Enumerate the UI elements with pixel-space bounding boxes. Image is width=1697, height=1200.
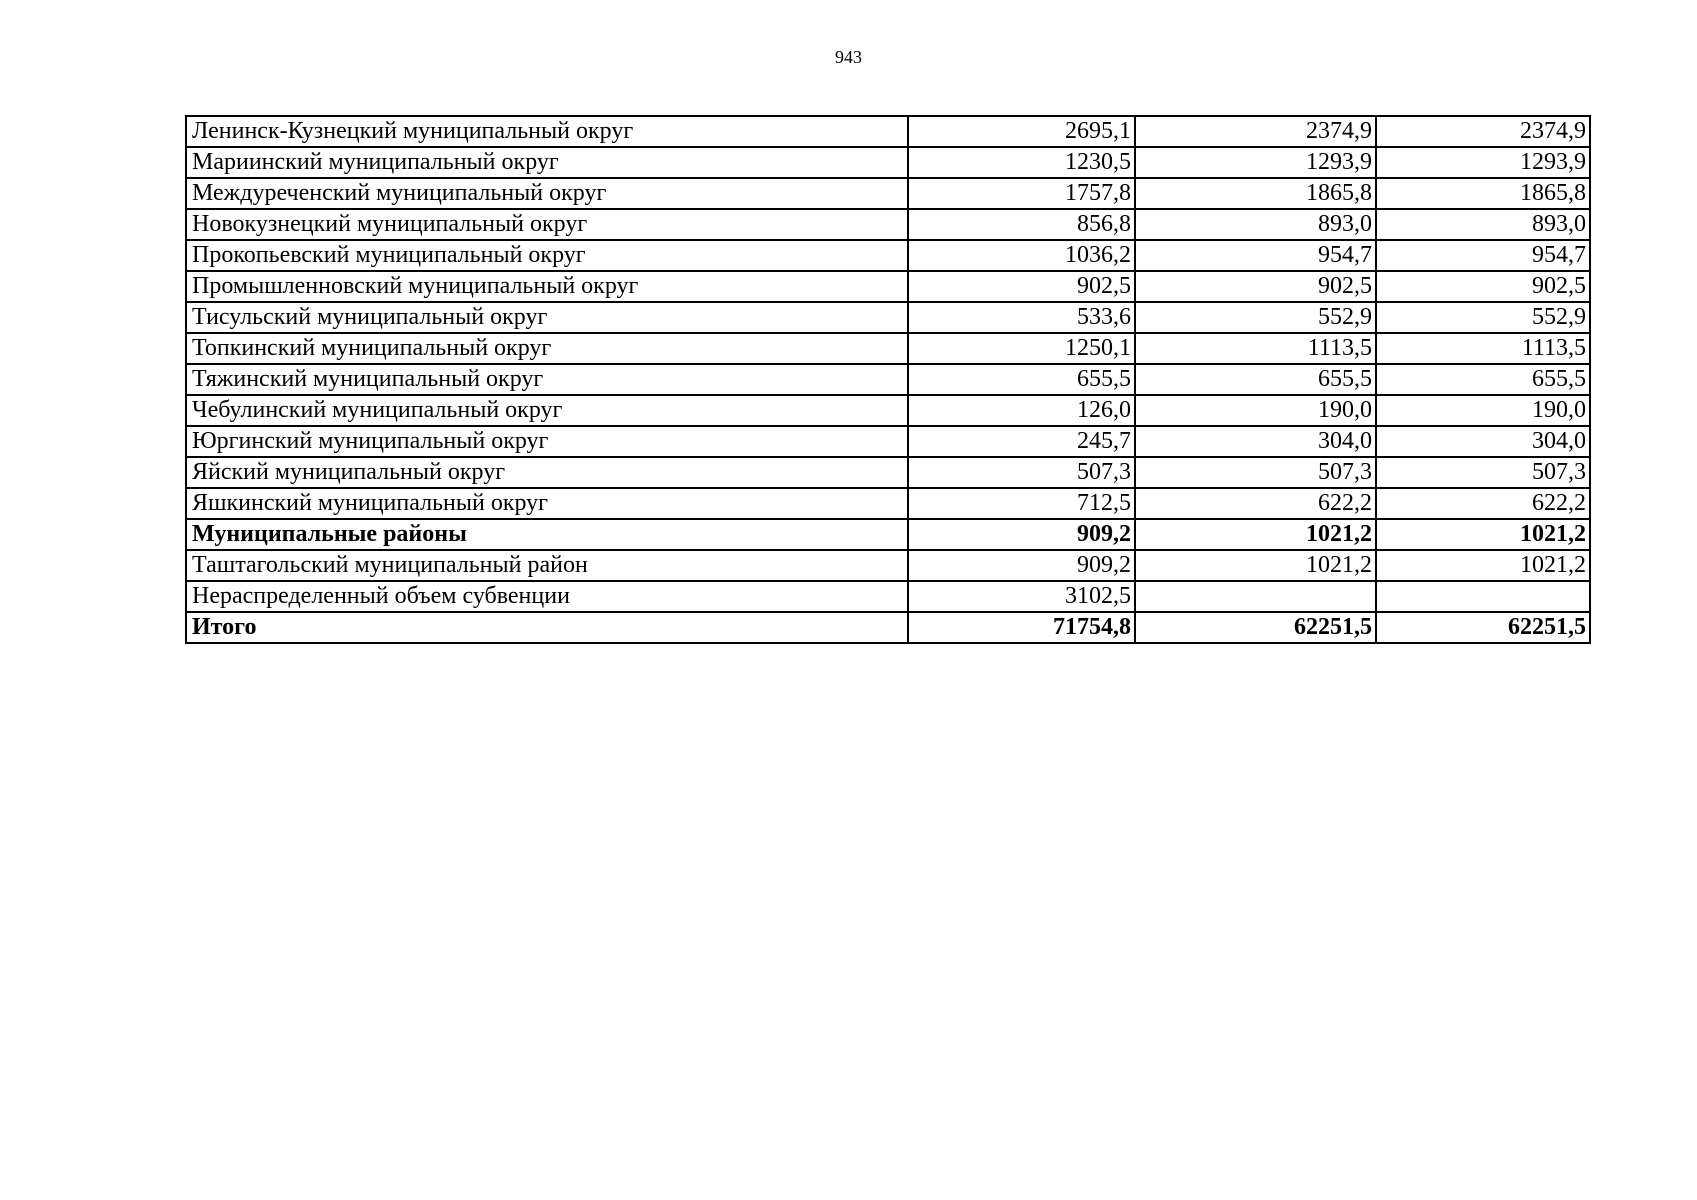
value-cell-1: 507,3 [908,457,1135,488]
value-cell-3: 622,2 [1376,488,1590,519]
value-cell-2: 1293,9 [1135,147,1376,178]
value-cell-3: 902,5 [1376,271,1590,302]
table-row [186,116,1590,147]
value-cell-1: 126,0 [908,395,1135,426]
value-cell-2: 507,3 [1135,457,1376,488]
table-row [186,395,1590,426]
value-cell-2: 2374,9 [1135,116,1376,147]
municipality-name-cell: Тяжинский муниципальный округ [186,364,908,395]
table-row [186,333,1590,364]
value-cell-1: 1036,2 [908,240,1135,271]
value-cell-2: 655,5 [1135,364,1376,395]
value-cell-3: 2374,9 [1376,116,1590,147]
value-cell-1: 909,2 [908,550,1135,581]
value-cell-3: 304,0 [1376,426,1590,457]
value-cell-1: 1250,1 [908,333,1135,364]
table-row-total [186,612,1590,643]
table-row [186,581,1590,612]
value-cell-3: 507,3 [1376,457,1590,488]
value-cell-3: 893,0 [1376,209,1590,240]
value-cell-3: 552,9 [1376,302,1590,333]
value-cell-3 [1376,581,1590,612]
value-cell-2: 1021,2 [1135,550,1376,581]
municipality-name-cell: Новокузнецкий муниципальный округ [186,209,908,240]
municipality-name-cell: Юргинский муниципальный округ [186,426,908,457]
municipality-name-cell: Топкинский муниципальный округ [186,333,908,364]
value-cell-2: 893,0 [1135,209,1376,240]
table-row-total [186,519,1590,550]
value-cell-2: 622,2 [1135,488,1376,519]
table-row [186,488,1590,519]
value-cell-2: 552,9 [1135,302,1376,333]
table-row [186,271,1590,302]
value-cell-3: 655,5 [1376,364,1590,395]
value-cell-2: 1021,2 [1135,519,1376,550]
table-row [186,209,1590,240]
value-cell-1: 909,2 [908,519,1135,550]
table-row [186,364,1590,395]
municipality-name-cell: Муниципальные районы [186,519,908,550]
municipality-name-cell: Яйский муниципальный округ [186,457,908,488]
municipality-name-cell: Мариинский муниципальный округ [186,147,908,178]
table-row [186,550,1590,581]
table-row [186,302,1590,333]
value-cell-2 [1135,581,1376,612]
value-cell-1: 245,7 [908,426,1135,457]
municipality-name-cell: Итого [186,612,908,643]
municipality-name-cell: Промышленновский муниципальный округ [186,271,908,302]
municipality-name-cell: Междуреченский муниципальный округ [186,178,908,209]
value-cell-1: 71754,8 [908,612,1135,643]
value-cell-1: 655,5 [908,364,1135,395]
municipality-name-cell: Ленинск-Кузнецкий муниципальный округ [186,116,908,147]
value-cell-3: 1865,8 [1376,178,1590,209]
value-cell-3: 954,7 [1376,240,1590,271]
municipality-name-cell: Чебулинский муниципальный округ [186,395,908,426]
table-row [186,147,1590,178]
table-row [186,457,1590,488]
municipality-name-cell: Таштагольский муниципальный район [186,550,908,581]
value-cell-1: 1230,5 [908,147,1135,178]
value-cell-2: 954,7 [1135,240,1376,271]
value-cell-1: 1757,8 [908,178,1135,209]
municipality-name-cell: Прокопьевский муниципальный округ [186,240,908,271]
value-cell-2: 304,0 [1135,426,1376,457]
value-cell-3: 1293,9 [1376,147,1590,178]
municipality-name-cell: Нераспределенный объем субвенции [186,581,908,612]
value-cell-2: 62251,5 [1135,612,1376,643]
value-cell-2: 902,5 [1135,271,1376,302]
page-number: 943 [835,47,862,67]
table-body [186,116,1590,643]
value-cell-3: 62251,5 [1376,612,1590,643]
table-row [186,178,1590,209]
municipality-name-cell: Яшкинский муниципальный округ [186,488,908,519]
value-cell-2: 1113,5 [1135,333,1376,364]
value-cell-2: 190,0 [1135,395,1376,426]
value-cell-1: 902,5 [908,271,1135,302]
value-cell-1: 533,6 [908,302,1135,333]
value-cell-1: 2695,1 [908,116,1135,147]
table-row [186,426,1590,457]
value-cell-3: 190,0 [1376,395,1590,426]
value-cell-2: 1865,8 [1135,178,1376,209]
value-cell-1: 856,8 [908,209,1135,240]
value-cell-3: 1021,2 [1376,519,1590,550]
table-row [186,240,1590,271]
subvention-table [185,115,1591,644]
value-cell-1: 712,5 [908,488,1135,519]
municipality-name-cell: Тисульский муниципальный округ [186,302,908,333]
value-cell-1: 3102,5 [908,581,1135,612]
value-cell-3: 1113,5 [1376,333,1590,364]
value-cell-3: 1021,2 [1376,550,1590,581]
